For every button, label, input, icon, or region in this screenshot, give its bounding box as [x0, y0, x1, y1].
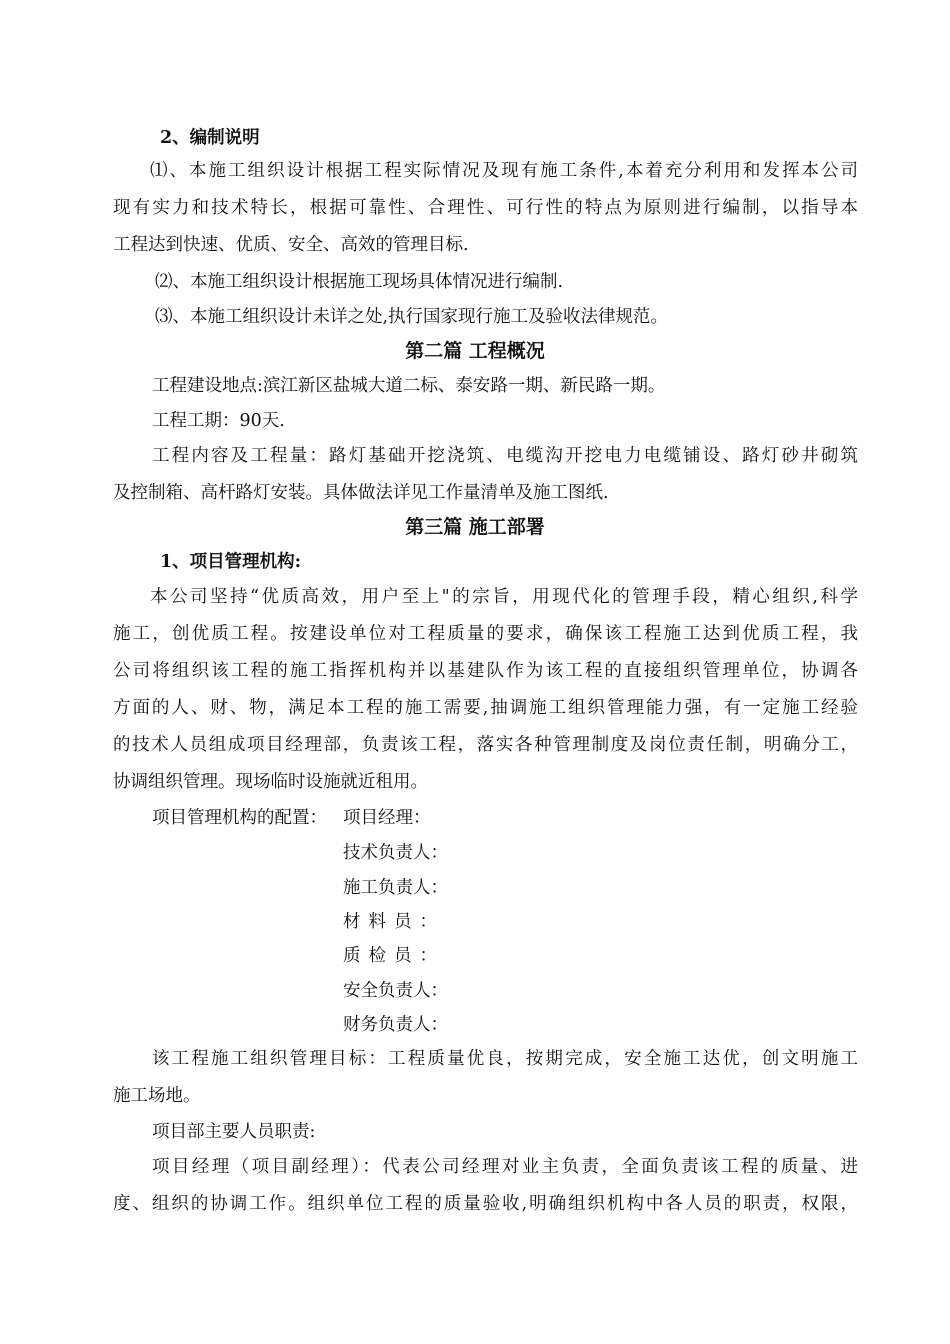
- role-label: 技术负责人：: [343, 843, 448, 863]
- section-heading: 2、编制说明: [160, 128, 260, 148]
- role-label: 财务负责人：: [343, 1015, 448, 1035]
- paragraph-line: 方面的人、财、物，满足本工程的施工需要,抽调施工组织管理能力强，有一定施工经验: [113, 698, 858, 718]
- paragraph-line: 项目部主要人员职责:: [152, 1122, 316, 1142]
- config-label: 项目管理机构的配置：: [152, 808, 327, 828]
- paragraph-line: 施工场地。: [113, 1086, 201, 1106]
- paragraph-line: 工程工期：90天.: [152, 411, 285, 431]
- paragraph-line: 度、组织的协调工作。组织单位工程的质量验收,明确组织机构中各人员的职责，权限，: [113, 1194, 858, 1214]
- paragraph-line: 本公司坚持“优质高效，用户至上"的宗旨，用现代化的管理手段，精心组织,科学: [150, 587, 858, 607]
- role-label: 材料员：: [343, 912, 445, 932]
- role-label: 安全负责人：: [343, 981, 448, 1001]
- paragraph-line: 及控制箱、高杆路灯安装。具体做法详见工作量清单及施工图纸.: [113, 483, 609, 503]
- paragraph-line: 的技术人员组成项目经理部，负责该工程，落实各种管理制度及岗位责任制，明确分工，: [113, 735, 858, 755]
- paragraph-line: 工程内容及工程量：路灯基础开挖浇筑、电缆沟开挖电力电缆铺设、路灯砂井砌筑: [152, 446, 858, 466]
- paragraph-line: ⑶、本施工组织设计未详之处,执行国家现行施工及验收法律规范。: [155, 307, 669, 327]
- role-label: 施工负责人：: [343, 878, 448, 898]
- paragraph-line: 工程达到快速、优质、安全、高效的管理目标.: [113, 235, 469, 255]
- part-title: 第三篇 施工部署: [405, 516, 545, 538]
- paragraph-line: ⑵、本施工组织设计根据施工现场具体情况进行编制.: [155, 272, 564, 292]
- paragraph-line: 协调组织管理。现场临时设施就近租用。: [113, 772, 428, 792]
- section-heading: 1、项目管理机构:: [160, 552, 302, 572]
- paragraph-line: 该工程施工组织管理目标：工程质量优良，按期完成，安全施工达优，创文明施工: [152, 1049, 858, 1069]
- paragraph-line: 项目经理（项目副经理）：代表公司经理对业主负责，全面负责该工程的质量、进: [152, 1157, 858, 1177]
- role-label: 项目经理：: [343, 808, 431, 828]
- paragraph-line: 公司将组织该工程的施工指挥机构并以基建队作为该工程的直接组织管理单位，协调各: [113, 661, 858, 681]
- role-label: 质检员：: [343, 946, 445, 966]
- paragraph-line: 工程建设地点:滨江新区盐城大道二标、泰安路一期、新民路一期。: [152, 376, 666, 396]
- paragraph-line: ⑴、本施工组织设计根据工程实际情况及现有施工条件,本着充分利用和发挥本公司: [150, 161, 858, 181]
- paragraph-line: 施工，创优质工程。按建设单位对工程质量的要求，确保该工程施工达到优质工程，我: [113, 624, 858, 644]
- paragraph-line: 现有实力和技术特长，根据可靠性、合理性、可行性的特点为原则进行编制，以指导本: [113, 198, 858, 218]
- part-title: 第二篇 工程概况: [405, 340, 545, 362]
